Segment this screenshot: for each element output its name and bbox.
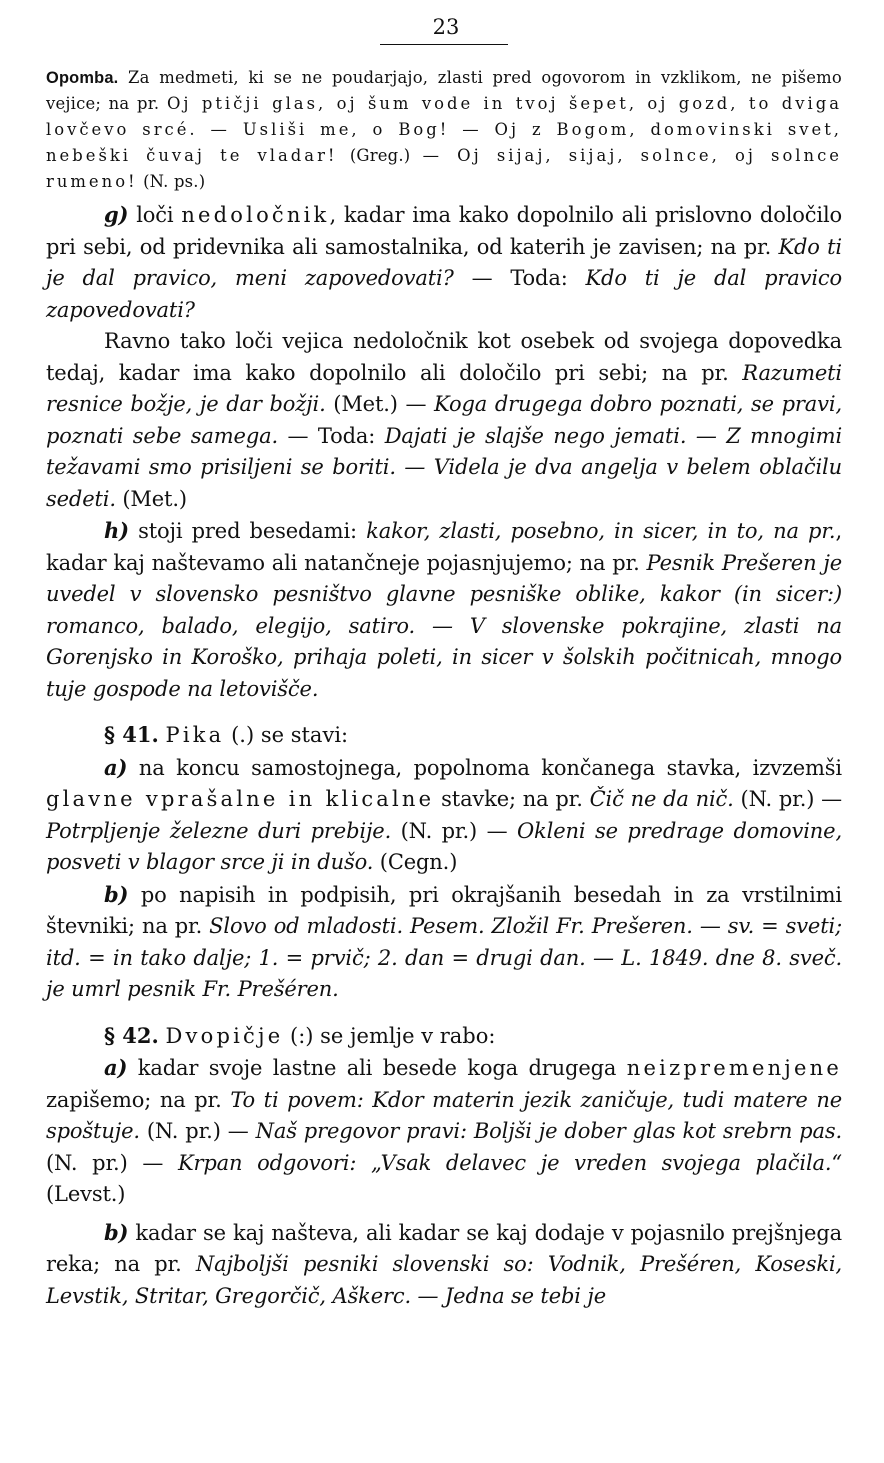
paragraph-41-b <box>46 879 842 1006</box>
item-mark-41b: b) <box>104 881 129 907</box>
g-spaced-term: nedoločnik <box>181 203 330 227</box>
note-text-3: (N. ps.) <box>137 172 206 191</box>
note-paragraph <box>46 65 842 195</box>
a41-example-1: Čič ne da nič. <box>589 787 734 811</box>
main-text <box>46 199 842 1312</box>
section-42-name: Dvopičje <box>165 1023 284 1048</box>
section-41-number: § 41. <box>104 722 159 747</box>
section-41-name: Pika <box>165 723 225 747</box>
a41-text-2: stavke; na pr. <box>434 787 590 811</box>
section-42-number: § 42. <box>104 1022 159 1048</box>
g2-example-2: Koga drugega dobro poznati, se pravi, poznati sebe samega. <box>46 392 842 448</box>
g2-text-4: (Met.) <box>115 486 187 511</box>
section-41-heading <box>46 719 842 752</box>
a42-example-2: Naš pregovor pravi: Boljši je dober glas kot srebrn pas. <box>255 1119 842 1143</box>
h-example-1: kakor, zlasti, posebno, in sicer, in to, na pr. <box>366 519 836 543</box>
a42-text-2: zapišemo; na pr. <box>46 1087 231 1112</box>
g2-text-3: — Toda: <box>278 423 385 448</box>
a41-text-5: (Cegn.) <box>373 850 458 874</box>
a42-text-1: kadar svoje lastne ali besede koga drugega <box>127 1056 627 1080</box>
h-example-2: Pesnik Prešeren je uvedel v slovensko pesništvo glavne pesniške oblike, kakor (in sicer:) romanco, balado, elegijo, satiro. — V slovenske pokrajine, zlasti na Gorenjsko in Koroško, prihaja poleti, in sicer v šolskih počitnicah, mnogo tuje gospode na letovišče. <box>46 550 842 701</box>
a41-text-1: na koncu samostojnega, popolnoma končanega stavka, izvzemši <box>127 755 842 780</box>
b41-text-1: po napisih in podpisih, pri okrajšanih besedah in za vrstilnimi števniki; na pr. <box>46 882 842 938</box>
b41-example-1: Slovo od mladosti. Pesem. Zložil Fr. Prešeren. — sv. = sveti; itd. = in tako dalje; 1. = prvič; 2. dan = drugi dan. — L. 1849. dne 8. sveč. je umrl pesnik Fr. Prešéren. <box>46 914 842 1001</box>
item-mark-g: g) <box>104 202 129 227</box>
item-mark-42b: b) <box>104 1219 129 1245</box>
paragraph-41-a <box>46 752 842 879</box>
paragraph-g <box>46 199 842 326</box>
a42-text-3: (N. pr.) — <box>139 1119 256 1143</box>
note-examples-2: — Oj sijaj, sijaj, solnce, oj solnce rumeno! <box>46 146 842 191</box>
g-text-3: — Toda: <box>453 266 586 290</box>
a41-example-3: Okleni se predrage domovine, posveti v blagor srce ji in dušo. <box>46 818 842 874</box>
a42-example-3: Krpan odgovori: „Vsak delavec je vreden svojega plačila.“ <box>177 1150 842 1175</box>
a41-text-4: (N. pr.) — <box>391 818 517 843</box>
g-example-2: Kdo ti je dal pravico zapovedovati? <box>46 266 843 322</box>
note-text-2: (Greg.) <box>337 146 423 165</box>
section-41-text: (.) se stavi: <box>224 723 349 747</box>
b42-text-1: kadar se kaj našteva, ali kadar se kaj dodaje v pojasnilo prejšnjega reka; na pr. <box>46 1220 842 1276</box>
g-text-1: loči <box>128 203 182 227</box>
g2-example-3: Dajati je slajše nego jemati. — Z mnogimi težavami smo prisiljeni se boriti. — Videla je dva angelja v belem oblačilu sedeti. <box>46 423 843 511</box>
page-number: 23 <box>432 15 460 39</box>
a41-example-2: Potrpljenje železne duri prebije. <box>46 818 392 843</box>
item-mark-42a: a) <box>104 1055 128 1080</box>
h-text-2: , kadar kaj naštevamo ali natančneje pojasnjujemo; na pr. <box>46 519 842 575</box>
g-example-1: Kdo ti je dal pravico, meni zapovedovati? <box>46 234 842 290</box>
a42-text-4: (N. pr.) — <box>46 1150 178 1175</box>
h-text-1: stoji pred besedami: <box>128 519 367 543</box>
paragraph-42-a <box>46 1052 842 1211</box>
g2-text-2: (Met.) — <box>325 392 435 416</box>
a42-text-5: (Levst.) <box>46 1182 126 1206</box>
g2-text-1: Ravno tako loči vejica nedoločnik kot osebek od svojega dopovedka tedaj, kadar ima kako dopolnilo ali določilo pri sebi; na pr. <box>46 329 842 385</box>
a42-spaced-term: neizpremenjene <box>626 1056 842 1080</box>
item-mark-41a: a) <box>104 754 128 780</box>
item-mark-h: h) <box>104 518 129 543</box>
note-examples-1: Oj ptičji glas, oj šum vode in tvoj šepet, oj gozd, to dviga lovčevo srcé. — Usliši me, o Bog! — Oj z Bogom, domovinski svet, nebeški čuvaj te vladar! <box>46 94 842 165</box>
g2-example-1: Razumeti resnice božje, je dar božji. <box>46 360 842 416</box>
section-42-heading <box>46 1020 842 1053</box>
note-text-1: Za medmeti, ki se ne poudarjajo, zlasti pred ogovorom in vzklikom, ne pišemo vejice; na pr. <box>46 68 842 113</box>
a41-spaced-term: glavne vprašalne in klicalne <box>46 787 435 811</box>
header-rule <box>380 44 508 45</box>
section-42-text: (:) se jemlje v rabo: <box>283 1023 496 1048</box>
paragraph-h <box>46 515 842 705</box>
g-text-2: , kadar ima kako dopolnilo ali prislovno določilo pri sebi, od pridevnika ali samostalnika, od katerih je zavisen; na pr. <box>46 203 842 259</box>
paragraph-g-continued <box>46 326 842 515</box>
a41-text-3: (N. pr.) — <box>733 787 842 811</box>
paragraph-42-b <box>46 1217 842 1313</box>
b42-example-1: Najboljši pesniki slovenski so: Vodnik, Prešéren, Koseski, Levstik, Stritar, Gregorčič, Aškerc. — Jedna se tebi je <box>46 1252 842 1308</box>
note-lead: Opomba. <box>46 69 119 87</box>
a42-example-1: To ti povem: Kdor materin jezik zaničuje, tudi matere ne spoštuje. <box>46 1087 843 1143</box>
